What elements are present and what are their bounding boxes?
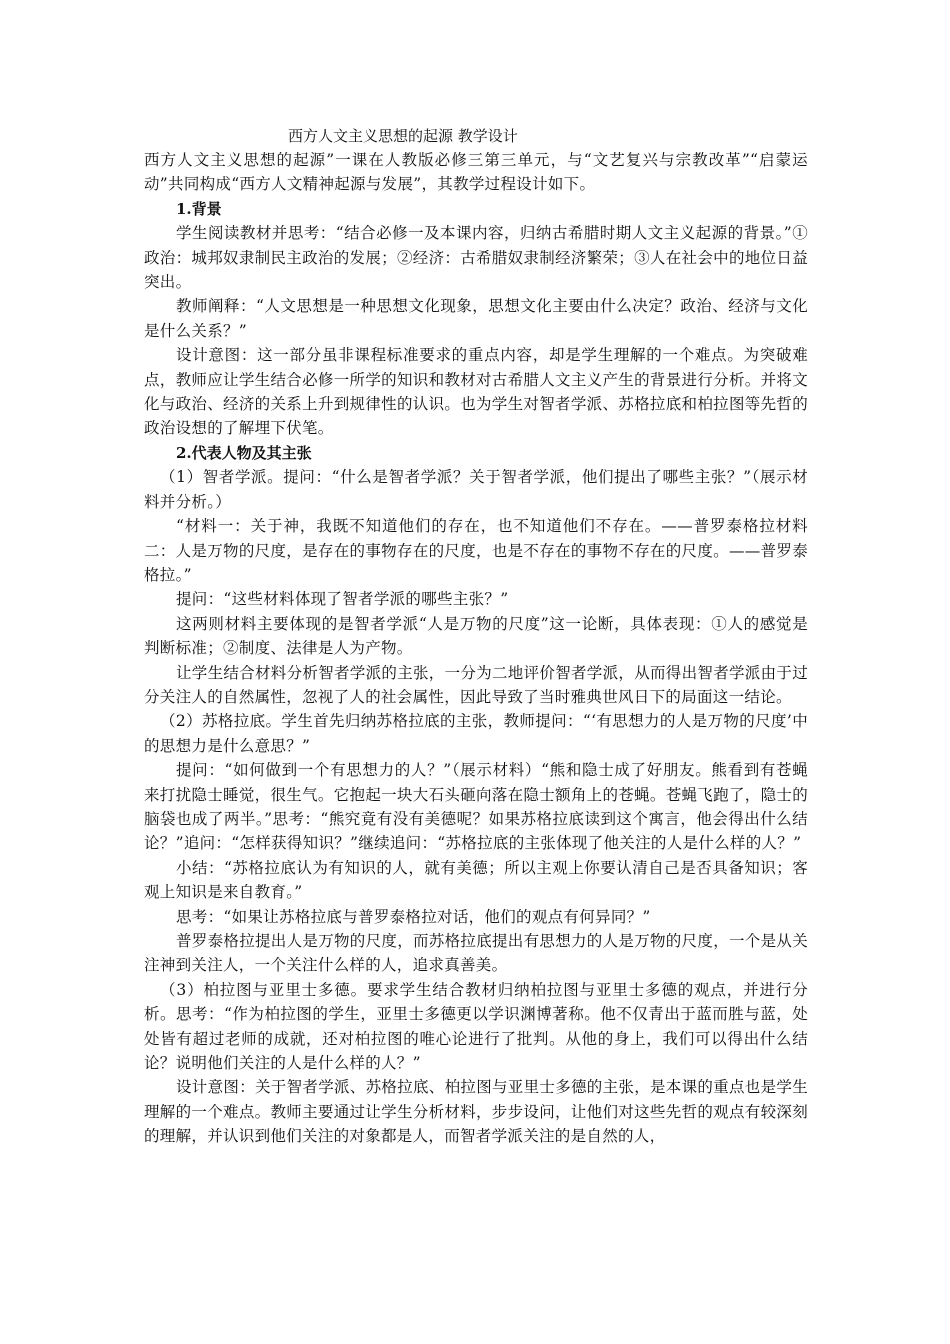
section-heading-background: 1.背景 bbox=[176, 199, 222, 218]
document-page bbox=[144, 124, 808, 1149]
paragraph: 让学生结合材料分析智者学派的主张，一分为二地评价智者学派，从而得出智者学派由于过分关注人的自然属性，忽视了人的社会属性，因此导致了当时雅典世风日下的局面这一结论。 bbox=[144, 663, 809, 706]
paragraph: 设计意图：关于智者学派、苏格拉底、柏拉图与亚里士多德的主张，是本课的重点也是学生理解的一个难点。教师主要通过让学生分析材料，步步设问，让他们对这些先哲的观点有较深刻的理解，并认识到他们关注的对象都是人，而智者学派关注的是自然的人， bbox=[144, 1078, 809, 1146]
paragraph: 思考：“如果让苏格拉底与普罗泰格拉对话，他们的观点有何异同？” bbox=[176, 907, 651, 926]
paragraph: （2）苏格拉底。学生首先归纳苏格拉底的主张，教师提问：“‘有思想力的人是万物的尺度’中的思想力是什么意思？” bbox=[144, 712, 808, 755]
intro-paragraph: 西方人文主义思想的起源”一课在人教版必修三第三单元，与“文艺复兴与宗教改革”“启蒙运动”共同构成“西方人文精神起源与发展”，其教学过程设计如下。 bbox=[144, 151, 808, 194]
paragraph: 普罗泰格拉提出人是万物的尺度，而苏格拉底提出有思想力的人是万物的尺度，一个是从关注神到关注人，一个关注什么样的人，追求真善美。 bbox=[144, 932, 809, 975]
paragraph: （3）柏拉图与亚里士多德。要求学生结合教材归纳柏拉图与亚里士多德的观点，并进行分析。思考：“作为柏拉图的学生，亚里士多德更以学识渊博著称。他不仅青出于蓝而胜与蓝，处处皆有超过老师的成就，还对柏拉图的唯心论进行了批判。从他的身上，我们可以得出什么结论？说明他们关注的人是什么样的人？” bbox=[144, 980, 808, 1073]
document-title: 西方人文主义思想的起源 教学设计 bbox=[288, 127, 518, 145]
quote-paragraph: “材料一：关于神，我既不知道他们的存在，也不知道他们不存在。——普罗泰格拉材料二：人是万物的尺度，是存在的事物存在的尺度，也是不存在的事物不存在的尺度。——普罗泰格拉。” bbox=[144, 517, 808, 584]
paragraph: 这两则材料主要体现的是智者学派“人是万物的尺度”这一论断，具体表现：①人的感觉是判断标准；②制度、法律是人为产物。 bbox=[144, 614, 808, 658]
paragraph: 小结：“苏格拉底认为有知识的人，就有美德；所以主观上你要认清自己是否具备知识；客观上知识是来自教育。” bbox=[144, 858, 808, 902]
paragraph: 学生阅读教材并思考：“结合必修一及本课内容，归纳古希腊时期人文主义起源的背景。”①政治：城邦奴隶制民主政治的发展；②经济：古希腊奴隶制经济繁荣；③人在社会中的地位日益突出。 bbox=[144, 224, 808, 292]
section-heading-representatives: 2.代表人物及其主张 bbox=[176, 443, 312, 462]
paragraph: 提问：“如何做到一个有思想力的人？”（展示材料）“熊和隐士成了好朋友。熊看到有苍蝇来打扰隐士睡觉，很生气。它抱起一块大石头砸向落在隐士额角上的苍蝇。苍蝇飞跑了，隐士的脑袋也成了两半。”思考：“熊究竟有没有美德呢？如果苏格拉底读到这个寓言，他会得出什么结论？”追问：“怎样获得知识？”继续追问：“苏格拉底的主张体现了他关注的人是什么样的人？” bbox=[144, 761, 808, 853]
paragraph: 提问：“这些材料体现了智者学派的哪些主张？” bbox=[176, 590, 509, 609]
paragraph: 设计意图：这一部分虽非课程标准要求的重点内容，却是学生理解的一个难点。为突破难点，教师应让学生结合必修一所学的知识和教材对古希腊人文主义产生的背景进行分析。并将文化与政治、经济的关系上升到规律性的认识。也为学生对智者学派、苏格拉底和柏拉图等先哲的政治设想的了解埋下伏笔。 bbox=[144, 346, 808, 438]
paragraph: （1）智者学派。提问：“什么是智者学派？关于智者学派，他们提出了哪些主张？”（展示材料并分析。） bbox=[144, 468, 808, 511]
paragraph: 教师阐释：“人文思想是一种思想文化现象，思想文化主要由什么决定？政治、经济与文化是什么关系？” bbox=[144, 297, 808, 340]
